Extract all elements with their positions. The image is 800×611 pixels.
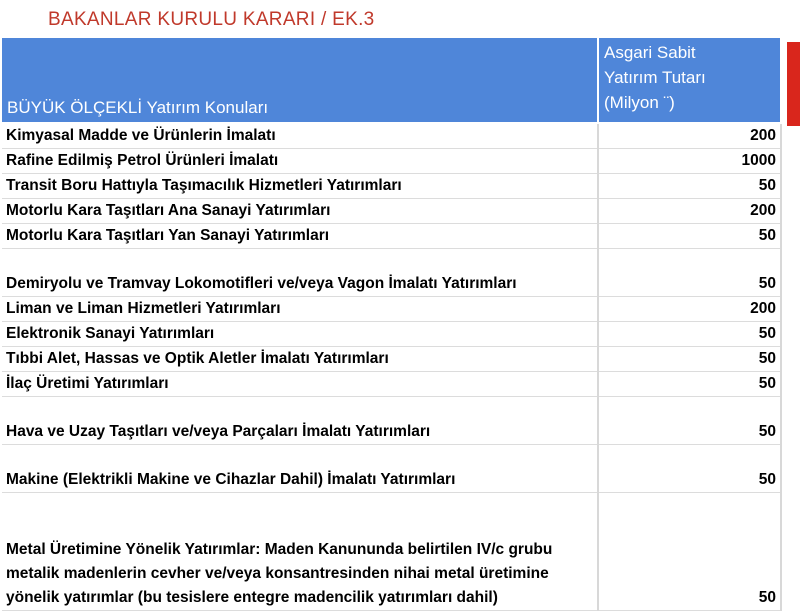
header-line: Asgari Sabit (604, 43, 696, 62)
table-header-row (2, 38, 781, 123)
table-row (2, 249, 781, 297)
table-row (2, 297, 781, 322)
row-value: 50 (598, 493, 781, 611)
table-row (2, 445, 781, 493)
row-label: Elektronik Sanayi Yatırımları (2, 322, 598, 347)
row-value: 50 (598, 249, 781, 297)
row-label: Motorlu Kara Taşıtları Yan Sanayi Yatırımları (2, 224, 598, 249)
row-value: 50 (598, 322, 781, 347)
table-row (2, 174, 781, 199)
table-row (2, 322, 781, 347)
row-label: Kimyasal Madde ve Ürünlerin İmalatı (2, 123, 598, 149)
row-value: 50 (598, 347, 781, 372)
header-topics: BÜYÜK ÖLÇEKLİ Yatırım Konuları (2, 38, 598, 123)
row-value: 50 (598, 372, 781, 397)
row-label: Metal Üretimine Yönelik Yatırımlar: Maden Kanununda belirtilen IV/c grubu metalik madenlerin cevher ve/veya konsantresinden nihai metal üretimine yönelik yatırımlar (bu tesislere entegre madencilik yatırımları dahil) (2, 493, 598, 611)
row-label: Liman ve Liman Hizmetleri Yatırımları (2, 297, 598, 322)
row-value: 200 (598, 297, 781, 322)
table-row (2, 224, 781, 249)
row-label: Transit Boru Hattıyla Taşımacılık Hizmetleri Yatırımları (2, 174, 598, 199)
row-label: Hava ve Uzay Taşıtları ve/veya Parçaları İmalatı Yatırımları (2, 397, 598, 445)
row-label: Rafine Edilmiş Petrol Ürünleri İmalatı (2, 149, 598, 174)
row-value: 50 (598, 397, 781, 445)
row-label: Motorlu Kara Taşıtları Ana Sanayi Yatırımları (2, 199, 598, 224)
table-row (2, 123, 781, 149)
row-label: İlaç Üretimi Yatırımları (2, 372, 598, 397)
accent-bar (787, 42, 800, 126)
row-value: 200 (598, 123, 781, 149)
row-label: Tıbbi Alet, Hassas ve Optik Aletler İmalatı Yatırımları (2, 347, 598, 372)
row-value: 50 (598, 445, 781, 493)
table-row (2, 493, 781, 611)
row-value: 50 (598, 174, 781, 199)
table-row (2, 397, 781, 445)
row-label: Demiryolu ve Tramvay Lokomotifleri ve/veya Vagon İmalatı Yatırımları (2, 249, 598, 297)
row-value: 50 (598, 224, 781, 249)
row-label: Makine (Elektrikli Makine ve Cihazlar Dahil) İmalatı Yatırımları (2, 445, 598, 493)
row-value: 1000 (598, 149, 781, 174)
header-line: (Milyon ¨) (604, 93, 675, 112)
table-row (2, 149, 781, 174)
header-min-investment (598, 38, 781, 123)
table-row (2, 199, 781, 224)
slide-title: BAKANLAR KURULU KARARI / EK.3 (48, 9, 375, 30)
table-row (2, 347, 781, 372)
header-line: Yatırım Tutarı (604, 68, 706, 87)
table-row (2, 372, 781, 397)
row-value: 200 (598, 199, 781, 224)
investment-table (2, 38, 782, 611)
